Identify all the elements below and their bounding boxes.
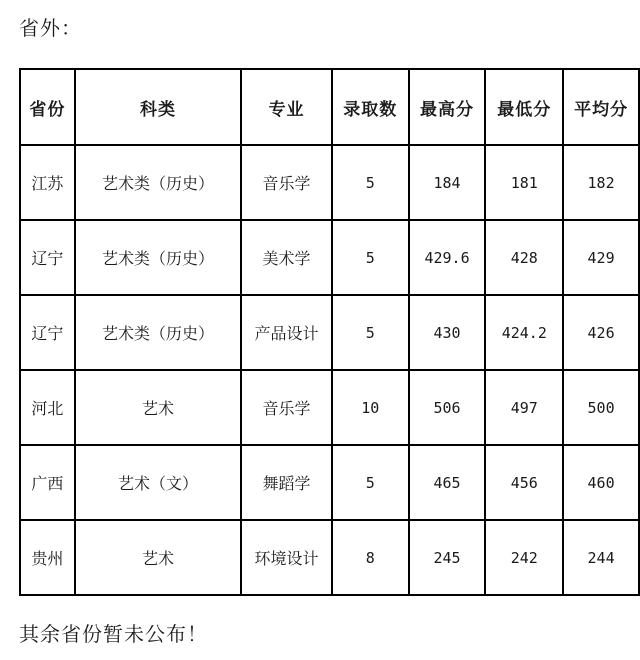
cell-highest-score: 430 [409, 295, 486, 370]
cell-average-score: 429 [563, 220, 639, 295]
cell-average-score: 182 [563, 145, 639, 220]
table-header-row [20, 69, 639, 145]
cell-lowest-score: 428 [485, 220, 563, 295]
cell-admitted-count: 5 [332, 445, 409, 520]
cell-average-score: 426 [563, 295, 639, 370]
cell-major: 产品设计 [241, 295, 332, 370]
cell-average-score: 460 [563, 445, 639, 520]
column-header-admitted-count: 录取数 [332, 69, 409, 145]
cell-admitted-count: 8 [332, 520, 409, 595]
cell-major: 音乐学 [241, 370, 332, 445]
cell-province: 贵州 [20, 520, 75, 595]
cell-major: 音乐学 [241, 145, 332, 220]
column-header-lowest-score: 最低分 [485, 69, 563, 145]
cell-province: 辽宁 [20, 220, 75, 295]
table-row [20, 370, 639, 445]
cell-lowest-score: 424.2 [485, 295, 563, 370]
column-header-major: 专业 [241, 69, 332, 145]
column-header-highest-score: 最高分 [409, 69, 486, 145]
column-header-average-score: 平均分 [563, 69, 639, 145]
column-header-category: 科类 [75, 69, 241, 145]
cell-admitted-count: 5 [332, 295, 409, 370]
cell-highest-score: 184 [409, 145, 486, 220]
cell-major: 美术学 [241, 220, 332, 295]
cell-admitted-count: 10 [332, 370, 409, 445]
cell-category: 艺术类（历史） [75, 295, 241, 370]
footnote-text: 其余省份暂未公布！ [19, 622, 208, 646]
cell-highest-score: 506 [409, 370, 486, 445]
table-row [20, 520, 639, 595]
cell-highest-score: 465 [409, 445, 486, 520]
cell-major: 舞蹈学 [241, 445, 332, 520]
cell-average-score: 500 [563, 370, 639, 445]
section-heading: 省外： [19, 16, 82, 40]
table-row [20, 220, 639, 295]
cell-category: 艺术类（历史） [75, 145, 241, 220]
cell-lowest-score: 242 [485, 520, 563, 595]
cell-category: 艺术（文） [75, 445, 241, 520]
table-row [20, 295, 639, 370]
cell-admitted-count: 5 [332, 220, 409, 295]
table-row [20, 145, 639, 220]
cell-highest-score: 429.6 [409, 220, 486, 295]
cell-lowest-score: 181 [485, 145, 563, 220]
cell-category: 艺术类（历史） [75, 220, 241, 295]
cell-highest-score: 245 [409, 520, 486, 595]
cell-category: 艺术 [75, 520, 241, 595]
cell-province: 广西 [20, 445, 75, 520]
admission-scores-table [19, 68, 640, 596]
cell-province: 河北 [20, 370, 75, 445]
cell-admitted-count: 5 [332, 145, 409, 220]
cell-province: 辽宁 [20, 295, 75, 370]
cell-lowest-score: 497 [485, 370, 563, 445]
column-header-province: 省份 [20, 69, 75, 145]
cell-major: 环境设计 [241, 520, 332, 595]
cell-average-score: 244 [563, 520, 639, 595]
cell-category: 艺术 [75, 370, 241, 445]
table-row [20, 445, 639, 520]
cell-lowest-score: 456 [485, 445, 563, 520]
cell-province: 江苏 [20, 145, 75, 220]
